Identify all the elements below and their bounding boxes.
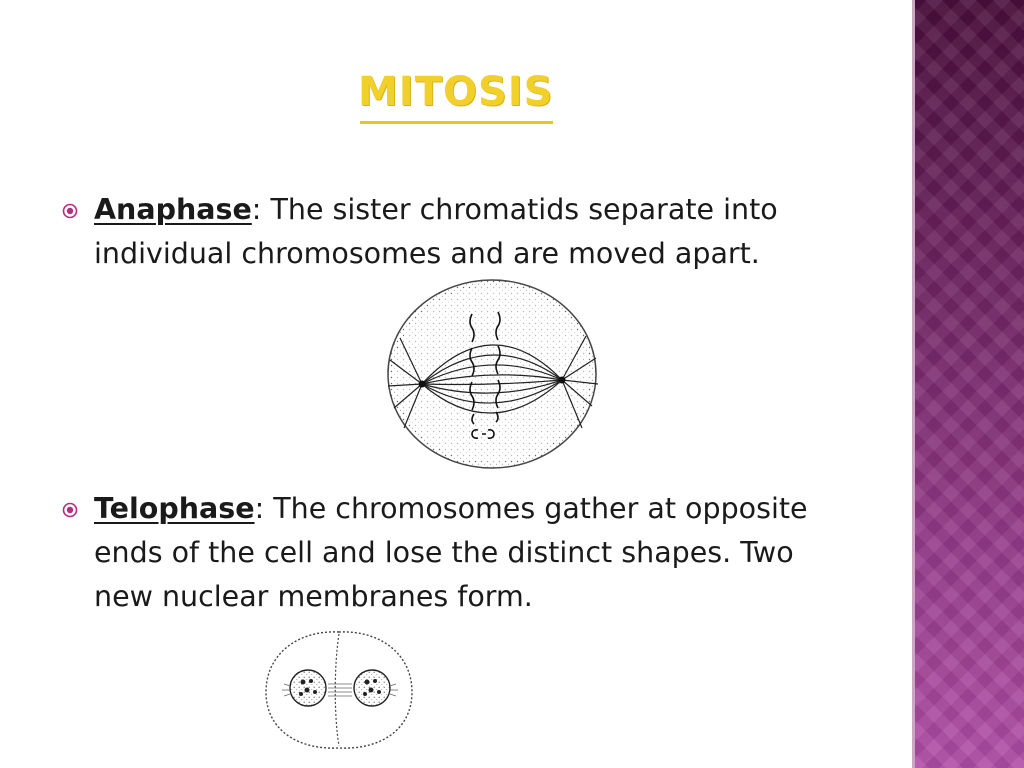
telophase-description: The chromosomes gather at opposite ends of the cell and lose the distinct shapes. Two new nuclear membranes form. — [94, 492, 808, 613]
circle-bullet-icon — [62, 502, 78, 518]
term-separator: : — [254, 492, 265, 525]
anaphase-description: The sister chromatids separate into individual chromosomes and are moved apart. — [94, 193, 778, 270]
term-separator: : — [251, 193, 262, 226]
bullet-telophase — [62, 487, 852, 619]
term-telophase: Telophase — [94, 492, 255, 525]
title-underline — [360, 121, 553, 124]
bullet-text — [94, 188, 852, 276]
telophase-cell-illustration — [258, 626, 420, 754]
term-anaphase: Anaphase — [94, 193, 252, 226]
bullet-text — [94, 487, 852, 619]
circle-bullet-icon — [62, 203, 78, 219]
side-band-edge — [912, 0, 915, 768]
bullet-anaphase — [62, 188, 852, 276]
anaphase-cell-illustration — [360, 268, 632, 474]
slide-title: MITOSIS — [358, 69, 554, 115]
decorative-side-band — [912, 0, 1024, 768]
